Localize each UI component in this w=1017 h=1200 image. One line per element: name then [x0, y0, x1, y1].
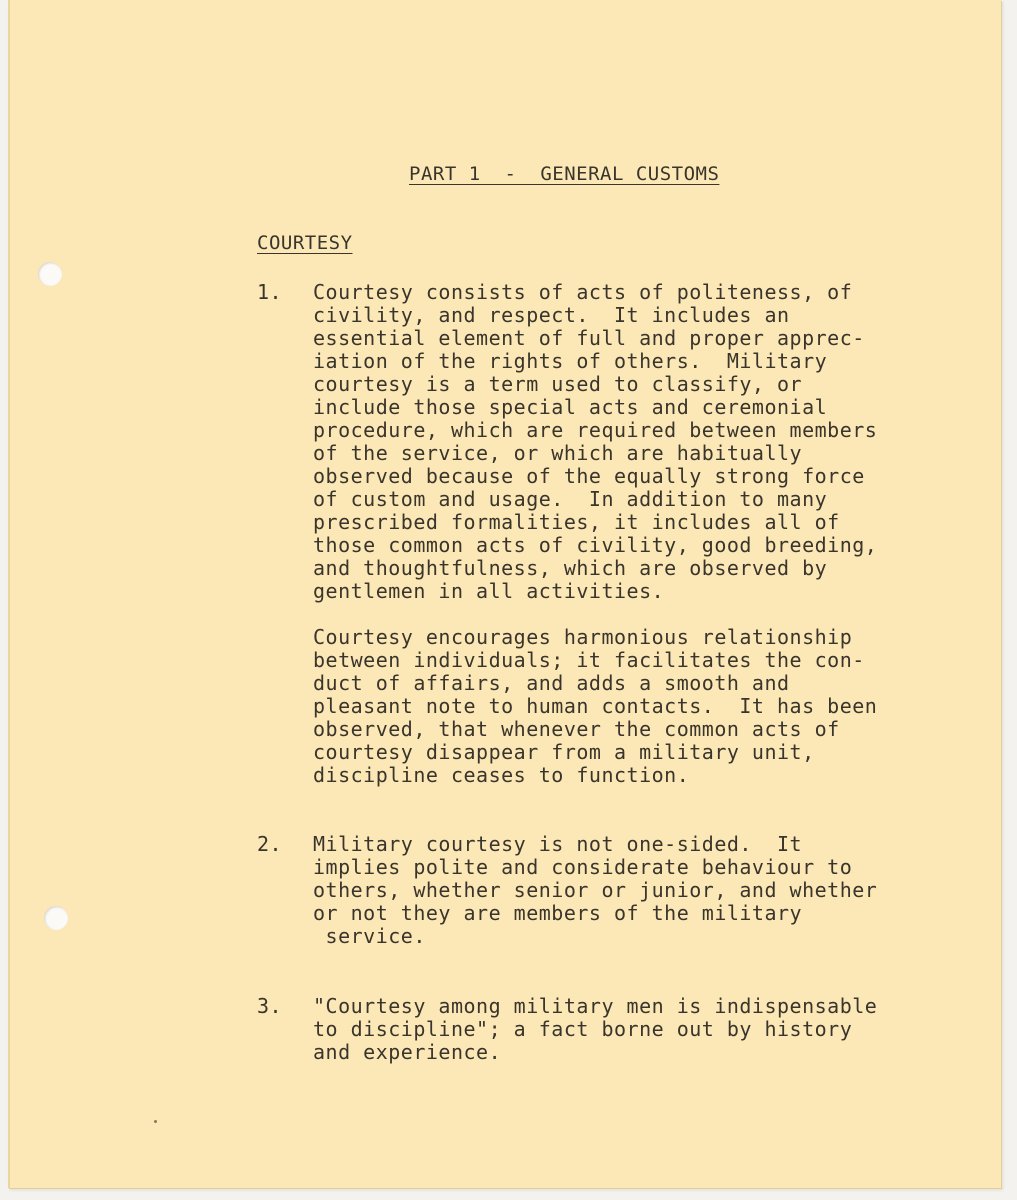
punch-hole-bottom	[44, 906, 68, 930]
item-1-paragraph-2: Courtesy encourages harmonious relationship between individuals; it facilitates the con- duct of affairs, and adds a smooth and pleasant note to human contacts. It has been observed, that whenever the common acts of courtesy disappear from a military unit, discipline ceases to function.	[313, 625, 878, 787]
item-3-paragraph: "Courtesy among military men is indispensable to discipline"; a fact borne out by history and experience.	[313, 994, 878, 1064]
item-number: 2.	[257, 832, 283, 856]
sheet-left-edge	[8, 0, 10, 1188]
item-2-paragraph: Military courtesy is not one-sided. It implies polite and considerate behaviour to others, whether senior or junior, and whether or not they are members of the military service.	[313, 832, 878, 948]
item-number: 1.	[257, 280, 283, 304]
section-heading: COURTESY	[257, 232, 353, 254]
item-number: 3.	[257, 994, 283, 1018]
paper-speck	[154, 1120, 157, 1123]
item-1-paragraph-1: Courtesy consists of acts of politeness, of civility, and respect. It includes an essential element of full and proper apprec- iation of the rights of others. Military courtesy is a term used to classify, or include those special acts and ceremonial procedure, which are required between members of the service, or which are habitually observed because of the equally strong force of custom and usage. In addition to many prescribed formalities, it includes all of those common acts of civility, good breeding, and thoughtfulness, which are observed by gentlemen in all activities.	[313, 280, 878, 603]
punch-hole-top	[38, 262, 62, 286]
page-title: PART 1 - GENERAL CUSTOMS	[409, 163, 720, 185]
